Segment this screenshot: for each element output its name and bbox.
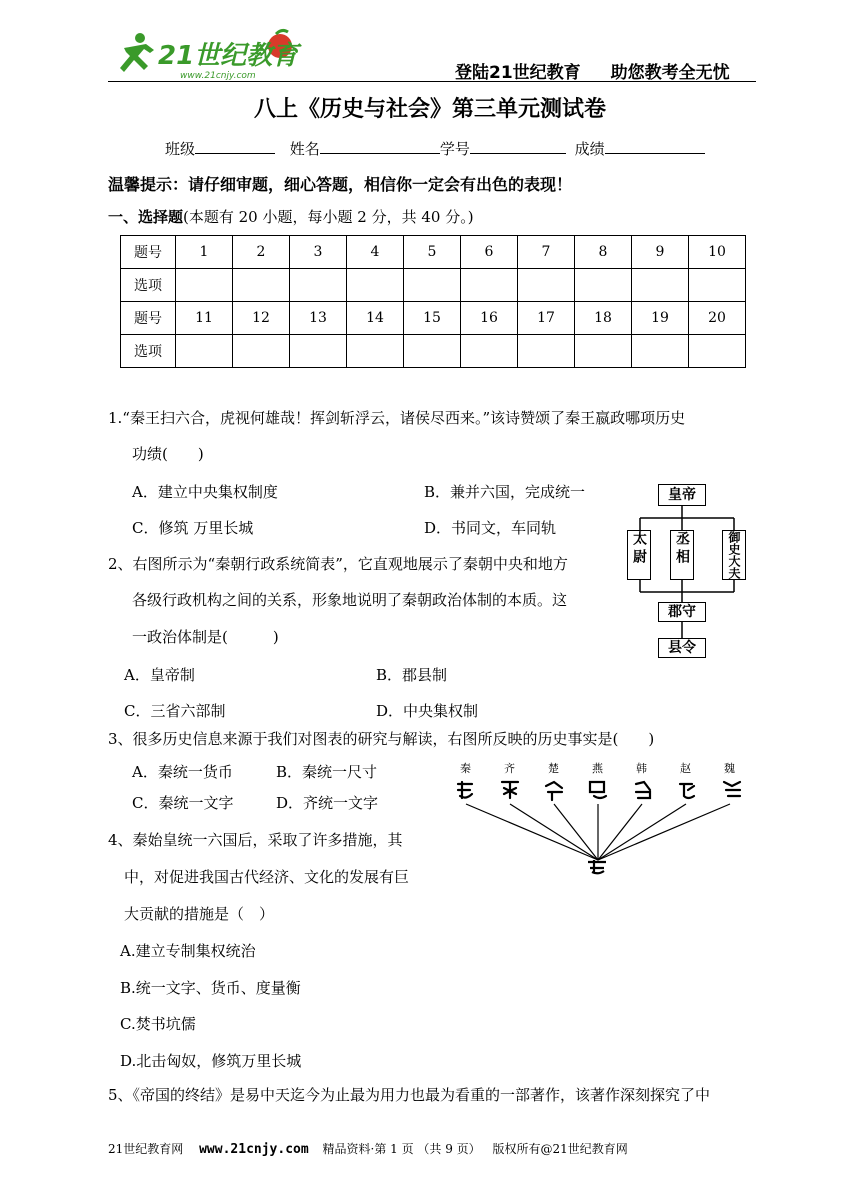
table-cell: 19 xyxy=(632,302,689,335)
id-blank[interactable] xyxy=(470,139,566,154)
table-cell: 题号 xyxy=(121,302,176,335)
page-footer xyxy=(108,1140,628,1157)
table-cell: 2 xyxy=(233,236,290,269)
q4-option-a[interactable]: A.建立专制集权统治 xyxy=(120,942,256,960)
q2-option-b[interactable]: B．郡县制 xyxy=(376,666,448,684)
table-cell: 3 xyxy=(290,236,347,269)
slogan-left: 登陆21世纪教育 xyxy=(455,63,581,83)
q1-stem-line1: 1.“秦王扫六合，虎视何雄哉！挥剑斩浮云，诸侯尽西来。”该诗赞颂了秦王嬴政哪项历史 xyxy=(108,409,686,427)
answer-cell[interactable] xyxy=(290,335,347,368)
table-cell: 20 xyxy=(689,302,746,335)
state-label: 魏 xyxy=(724,762,735,775)
header-rule xyxy=(108,81,756,82)
logo-text: 21世纪教育 xyxy=(158,41,299,71)
footer-site: 21世纪教育网 xyxy=(108,1142,184,1156)
diagram-box-yushi: 御史大夫 xyxy=(722,530,746,580)
q4-option-b[interactable]: B.统一文字、货币、度量衡 xyxy=(120,979,301,997)
q1-option-a[interactable]: A．建立中央集权制度 xyxy=(132,483,278,501)
q3-option-c[interactable]: C．秦统一文字 xyxy=(132,794,234,812)
table-cell: 16 xyxy=(461,302,518,335)
table-cell: 13 xyxy=(290,302,347,335)
q2-stem-line2: 各级行政机构之间的关系，形象地说明了秦朝政治体制的本质。这 xyxy=(132,591,568,609)
class-label: 班级 xyxy=(165,140,196,158)
table-row xyxy=(121,236,746,269)
table-cell: 7 xyxy=(518,236,575,269)
page-title: 八上《历史与社会》第三单元测试卷 xyxy=(253,97,606,122)
answer-cell[interactable] xyxy=(689,269,746,302)
answer-cell[interactable] xyxy=(347,335,404,368)
q2-option-d[interactable]: D．中央集权制 xyxy=(376,702,479,720)
diagram-box-chengxiang: 丞相 xyxy=(670,530,694,580)
table-cell: 18 xyxy=(575,302,632,335)
table-cell: 15 xyxy=(404,302,461,335)
name-blank[interactable] xyxy=(320,139,440,154)
answer-cell[interactable] xyxy=(461,269,518,302)
diagram-box-xianling: 县令 xyxy=(658,638,706,658)
section-heading xyxy=(108,206,474,227)
answer-cell[interactable] xyxy=(461,335,518,368)
state-label: 燕 xyxy=(592,762,603,775)
q3-stem: 3、很多历史信息来源于我们对图表的研究与解读，右图所反映的历史事实是( ) xyxy=(108,730,655,748)
table-cell: 1 xyxy=(176,236,233,269)
answer-cell[interactable] xyxy=(404,269,461,302)
answer-cell[interactable] xyxy=(575,335,632,368)
logo-url: www.21cnjy.com xyxy=(180,71,256,81)
table-row xyxy=(121,335,746,368)
q3-option-b[interactable]: B．秦统一尺寸 xyxy=(276,763,378,781)
table-row xyxy=(121,302,746,335)
state-label: 赵 xyxy=(680,762,691,775)
section-note: (本题有 20 小题，每小题 2 分，共 40 分。) xyxy=(183,208,474,226)
seven-states-script-diagram xyxy=(448,760,758,875)
diagram-box-emperor: 皇帝 xyxy=(658,484,706,506)
q1-option-b[interactable]: B．兼并六国，完成统一 xyxy=(424,483,586,501)
q4-option-d[interactable]: D.北击匈奴，修筑万里长城 xyxy=(120,1052,302,1070)
seal-script-glyphs xyxy=(448,776,758,875)
q4-stem-line2: 中，对促进我国古代经济、文化的发展有巨 xyxy=(124,868,410,886)
answer-cell[interactable] xyxy=(233,269,290,302)
diagram-box-taiwei: 太尉 xyxy=(627,530,651,580)
answer-cell[interactable] xyxy=(233,335,290,368)
tip-text: 温馨提示：请仔细审题，细心答题，相信你一定会有出色的表现！ xyxy=(108,175,573,194)
answer-cell[interactable] xyxy=(176,269,233,302)
table-cell: 11 xyxy=(176,302,233,335)
q1-option-c[interactable]: C．修筑 万里长城 xyxy=(132,519,254,537)
table-cell: 8 xyxy=(575,236,632,269)
table-cell: 题号 xyxy=(121,236,176,269)
q4-option-c[interactable]: C.焚书坑儒 xyxy=(120,1015,196,1033)
q3-option-a[interactable]: A．秦统一货币 xyxy=(132,763,233,781)
state-label: 楚 xyxy=(548,762,559,775)
table-cell: 4 xyxy=(347,236,404,269)
table-cell: 10 xyxy=(689,236,746,269)
answer-cell[interactable] xyxy=(290,269,347,302)
class-blank[interactable] xyxy=(195,139,275,154)
score-label: 成绩 xyxy=(574,140,605,158)
table-cell: 5 xyxy=(404,236,461,269)
q3-option-d[interactable]: D．齐统一文字 xyxy=(276,794,379,812)
state-label: 齐 xyxy=(504,762,515,775)
diagram-box-junshou: 郡守 xyxy=(658,602,706,622)
table-cell: 选项 xyxy=(121,335,176,368)
answer-cell[interactable] xyxy=(632,269,689,302)
table-cell: 14 xyxy=(347,302,404,335)
answer-cell[interactable] xyxy=(632,335,689,368)
slogan-right: 助您教考全无忧 xyxy=(610,63,730,83)
answer-cell[interactable] xyxy=(176,335,233,368)
q2-stem-line3: 一政治体制是( ) xyxy=(132,628,279,646)
table-cell: 6 xyxy=(461,236,518,269)
id-label: 学号 xyxy=(439,140,470,158)
score-blank[interactable] xyxy=(605,139,705,154)
state-label: 韩 xyxy=(636,762,647,775)
answer-cell[interactable] xyxy=(518,335,575,368)
footer-page: 精品资料·第 1 页 （共 9 页） xyxy=(322,1142,481,1156)
q4-stem-line1: 4、秦始皇统一六国后，采取了许多措施，其 xyxy=(108,831,403,849)
section-title: 一、选择题 xyxy=(108,208,184,226)
table-cell: 12 xyxy=(233,302,290,335)
q1-stem-line2: 功绩( ) xyxy=(132,445,204,463)
q4-stem-line3: 大贡献的措施是（ ） xyxy=(124,905,275,923)
table-row xyxy=(121,269,746,302)
header-slogan xyxy=(455,58,730,83)
answer-cell[interactable] xyxy=(404,335,461,368)
answer-table xyxy=(120,235,746,368)
site-logo xyxy=(110,26,320,82)
qin-admin-diagram xyxy=(622,482,752,662)
q2-stem-line1: 2、右图所示为“秦朝行政系统简表”，它直观地展示了秦朝中央和地方 xyxy=(108,555,568,573)
state-label: 秦 xyxy=(460,762,471,775)
answer-cell[interactable] xyxy=(518,269,575,302)
student-info-line xyxy=(165,138,705,159)
answer-cell[interactable] xyxy=(689,335,746,368)
q2-option-c[interactable]: C．三省六部制 xyxy=(124,702,226,720)
footer-copyright: 版权所有@21世纪教育网 xyxy=(492,1142,628,1156)
q1-option-d[interactable]: D．书同文，车同轨 xyxy=(424,519,557,537)
q5-stem-line1: 5、《帝国的终结》是易中天迄今为止最为用力也最为看重的一部著作，该著作深刻探究了中 xyxy=(108,1086,711,1104)
table-cell: 9 xyxy=(632,236,689,269)
answer-cell[interactable] xyxy=(575,269,632,302)
name-label: 姓名 xyxy=(289,140,320,158)
footer-url[interactable]: www.21cnjy.com xyxy=(199,1142,309,1157)
table-cell: 17 xyxy=(518,302,575,335)
q2-option-a[interactable]: A．皇帝制 xyxy=(124,666,195,684)
table-cell: 选项 xyxy=(121,269,176,302)
answer-cell[interactable] xyxy=(347,269,404,302)
